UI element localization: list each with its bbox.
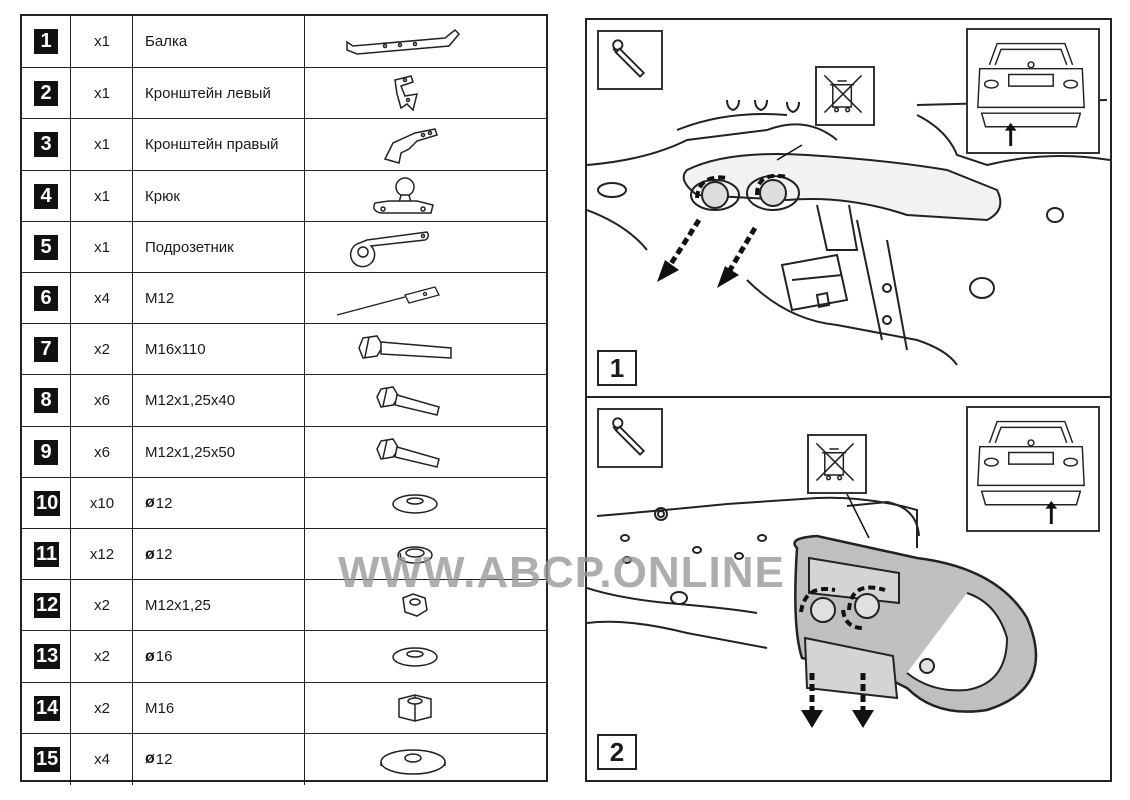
part-quantity-cell (70, 427, 133, 478)
part-quantity: x1 (94, 238, 110, 256)
part-name (145, 375, 235, 426)
part-quantity-cell (70, 16, 133, 67)
parts-row (22, 272, 546, 324)
part-number-cell (22, 683, 70, 734)
part-quantity-cell (70, 580, 133, 631)
parts-row (22, 374, 546, 426)
part-name-text: Кронштейн правый (145, 136, 279, 154)
part-name-cell (132, 580, 305, 631)
part-name (145, 631, 172, 682)
part-number-badge: 6 (34, 286, 58, 311)
part-quantity: x2 (94, 648, 110, 666)
part-number-cell (22, 222, 70, 273)
part-name-text: Кронштейн левый (145, 85, 271, 103)
part-quantity-cell (70, 478, 133, 529)
part-image-cell (304, 68, 547, 119)
part-number-cell (22, 478, 70, 529)
part-number-cell (22, 529, 70, 580)
part-quantity-cell (70, 273, 133, 324)
part-quantity-cell (70, 631, 133, 682)
part-quantity-cell (70, 375, 133, 426)
parts-row (22, 170, 546, 222)
large-washer-icon (305, 734, 547, 785)
part-quantity: x2 (94, 341, 110, 359)
part-image-cell (304, 171, 547, 222)
part-number-badge: 4 (34, 184, 58, 209)
nut-large-icon (305, 683, 547, 734)
part-name (145, 734, 172, 785)
part-quantity-cell (70, 734, 133, 785)
part-name (145, 16, 187, 67)
step-number-badge: 1 (597, 350, 637, 386)
diameter-symbol: ø (145, 647, 155, 665)
part-name-text: M12x1,25x40 (145, 392, 236, 410)
part-quantity-cell (70, 324, 133, 375)
part-number-badge: 2 (34, 81, 58, 106)
part-name-text: M12 (145, 290, 175, 307)
part-quantity: x1 (94, 85, 110, 103)
part-image-cell (304, 119, 547, 170)
part-name-text: M16x110 (145, 341, 206, 359)
part-name (145, 529, 172, 580)
part-name (145, 222, 234, 273)
part-image-cell (304, 375, 547, 426)
part-name (145, 324, 206, 375)
part-name (145, 683, 174, 734)
step-number-badge: 2 (597, 734, 637, 770)
part-name-cell (132, 68, 305, 119)
part-quantity: x1 (94, 187, 110, 205)
part-quantity-cell (70, 529, 133, 580)
part-number-badge: 12 (36, 594, 59, 617)
bolt-icon (305, 427, 547, 478)
part-name-cell (132, 631, 305, 682)
part-quantity-cell (70, 171, 133, 222)
part-name-text: 12 (155, 494, 173, 512)
part-quantity-cell (70, 222, 133, 273)
part-name (145, 580, 211, 631)
part-quantity: x10 (89, 494, 115, 512)
part-name-text: 16 (155, 648, 173, 666)
parts-row (22, 630, 546, 682)
part-name (145, 427, 235, 478)
part-quantity-cell (70, 68, 133, 119)
part-quantity: x2 (94, 699, 110, 717)
part-image-cell (304, 478, 547, 529)
wrench-tool-icon (597, 408, 663, 468)
part-number-badge: 5 (34, 235, 58, 260)
part-name-text: Балка (145, 33, 188, 50)
part-quantity-cell (70, 119, 133, 170)
part-quantity: x1 (94, 136, 110, 154)
part-quantity-cell (70, 683, 133, 734)
part-name-text: 12 (155, 750, 173, 768)
part-image-cell (304, 683, 547, 734)
wire-tie-icon (305, 273, 547, 324)
part-quantity: x6 (94, 443, 110, 461)
bolt-long-icon (305, 324, 547, 375)
part-name-cell (132, 119, 305, 170)
part-name-text: Подрозетник (145, 238, 234, 256)
no-trash-icon (815, 66, 875, 126)
watermark-text: WWW.ABCP.ONLINE (338, 548, 785, 597)
wrench-tool-icon (597, 30, 663, 90)
car-rear-view-icon (966, 406, 1100, 532)
parts-row (22, 323, 546, 375)
part-name-cell (132, 16, 305, 67)
part-number-cell (22, 631, 70, 682)
part-image-cell (304, 631, 547, 682)
part-name (145, 119, 279, 170)
diameter-symbol: ø (145, 494, 155, 512)
part-number-cell (22, 324, 70, 375)
part-number-badge: 1 (34, 29, 58, 54)
part-name-text: M12x1,25 (145, 597, 211, 615)
part-name-text: Крюк (145, 187, 180, 205)
tow-hook-icon (305, 171, 547, 222)
part-name-text: M12x1,25x50 (145, 443, 236, 461)
part-number-badge: 10 (36, 491, 59, 514)
parts-table (20, 14, 548, 782)
left-bracket-icon (305, 68, 547, 119)
part-number-badge: 14 (36, 696, 59, 719)
part-name-cell (132, 324, 305, 375)
beam-icon (305, 16, 547, 67)
parts-row (22, 118, 546, 170)
part-number-badge: 7 (34, 337, 58, 362)
part-name-cell (132, 171, 305, 222)
part-name-text: M16 (145, 699, 175, 717)
part-quantity: x12 (89, 546, 115, 563)
part-name-cell (132, 222, 305, 273)
part-quantity: x6 (94, 392, 110, 410)
part-number-cell (22, 119, 70, 170)
part-image-cell (304, 734, 547, 785)
parts-row (22, 682, 546, 734)
car-rear-view-icon (966, 28, 1100, 154)
part-number-cell (22, 580, 70, 631)
part-name-cell (132, 734, 305, 785)
bolt-icon (305, 375, 547, 426)
parts-row (22, 426, 546, 478)
part-name (145, 171, 180, 222)
no-trash-icon (807, 434, 867, 494)
parts-row (22, 221, 546, 273)
part-name-cell (132, 529, 305, 580)
part-number-badge: 8 (34, 388, 58, 413)
part-image-cell (304, 222, 547, 273)
part-quantity: x2 (94, 597, 110, 615)
part-name-text: 12 (155, 546, 173, 563)
parts-row (22, 733, 546, 785)
parts-row (22, 16, 546, 67)
part-number-cell (22, 16, 70, 67)
parts-row (22, 477, 546, 529)
part-number-cell (22, 68, 70, 119)
part-number-badge: 15 (36, 747, 59, 770)
part-image-cell (304, 16, 547, 67)
part-name-cell (132, 273, 305, 324)
part-number-cell (22, 427, 70, 478)
part-number-cell (22, 171, 70, 222)
flat-washer-icon (305, 631, 547, 682)
part-number-cell (22, 375, 70, 426)
part-number-badge: 11 (36, 543, 58, 565)
part-name-cell (132, 683, 305, 734)
diameter-symbol: ø (145, 750, 155, 768)
part-name (145, 478, 172, 529)
socket-plate-icon (305, 222, 547, 273)
part-image-cell (304, 273, 547, 324)
part-name (145, 273, 174, 324)
flat-washer-icon (305, 478, 547, 529)
part-name (145, 68, 271, 119)
diameter-symbol: ø (145, 545, 155, 563)
part-number-cell (22, 734, 70, 785)
step-1-panel (585, 18, 1112, 398)
part-image-cell (304, 324, 547, 375)
part-number-badge: 13 (36, 645, 59, 668)
part-name-cell (132, 375, 305, 426)
part-number-badge: 9 (34, 440, 58, 465)
part-image-cell (304, 427, 547, 478)
part-name-cell (132, 427, 305, 478)
part-quantity: x1 (94, 33, 110, 50)
part-number-cell (22, 273, 70, 324)
parts-row (22, 67, 546, 119)
part-quantity: x4 (94, 750, 110, 768)
part-number-badge: 3 (34, 132, 58, 157)
right-bracket-icon (305, 119, 547, 170)
part-name-cell (132, 478, 305, 529)
part-quantity: x4 (94, 290, 110, 307)
